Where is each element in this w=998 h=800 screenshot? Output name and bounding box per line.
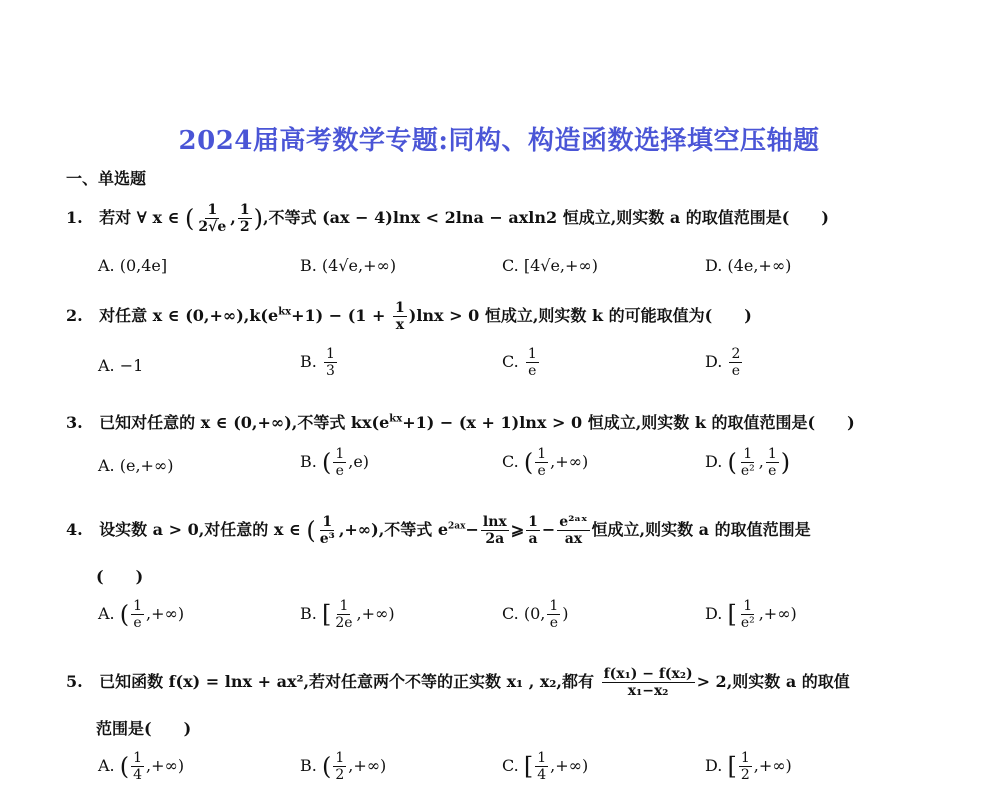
frac-num: 1 [335, 446, 345, 462]
q3-option-c[interactable]: C. ( $\frac{1}{e}$ ,+∞) [502, 446, 589, 479]
frac-num: 1 [339, 598, 349, 614]
frac-den: e [768, 463, 777, 479]
frac-num: 1 [767, 446, 777, 462]
frac-num: 1 [322, 514, 333, 530]
option-frac [333, 446, 346, 479]
question-number: 3. [66, 413, 83, 432]
frac-den: e [335, 463, 344, 479]
question-text [99, 300, 752, 333]
frac-num: 1 [740, 750, 750, 766]
frac-den: e² [740, 615, 755, 631]
option-tail: ,+∞) [348, 756, 387, 775]
q4-text-a: 设实数 a > 0,对任意的 x ∈ [99, 520, 301, 539]
q1-frac1 [196, 202, 228, 235]
frac-den: x₁−x₂ [627, 683, 669, 699]
q4-frac3 [526, 514, 540, 547]
frac-num: 1 [239, 202, 250, 218]
option-head: [ [727, 752, 737, 781]
q1-option-b[interactable]: B. (4√e,+∞) [300, 256, 397, 275]
frac-den: e³ [319, 531, 335, 547]
option-frac [535, 750, 548, 783]
section-heading: 一、单选题 [66, 169, 147, 188]
q4-option-b[interactable] [300, 598, 395, 631]
frac-num: f(x₁) − f(x₂) [603, 666, 693, 682]
frac-num: 1 [133, 750, 143, 766]
q1-text-b: ,不等式 (ax − 4)lnx < 2lna − axln2 恒成立,则实数 a 的取值范围是( ) [262, 208, 829, 227]
frac-num: 1 [395, 300, 405, 316]
q2-option-a[interactable]: A. −1 [98, 356, 144, 375]
q5-frac [602, 666, 695, 699]
frac-num: 1 [527, 346, 537, 362]
frac-den: e [731, 363, 741, 379]
question-1 [66, 202, 829, 235]
option-head: ( [321, 752, 332, 781]
option-frac [739, 598, 757, 631]
option-frac [547, 598, 560, 631]
frac-den: 2e [335, 615, 353, 631]
option-label: C. [502, 756, 519, 775]
question-4 [66, 514, 811, 547]
q3-option-b[interactable]: B. ( $\frac{1}{e}$ ,e) [300, 446, 370, 479]
option-label: C. [502, 452, 519, 471]
option-head: ( [119, 600, 130, 629]
q2-option-d[interactable] [705, 346, 744, 379]
option-tail: ,+∞) [146, 756, 185, 775]
question-text: 若对 ∀ x ∈ ( $\frac{1}{2√e}$ , $\frac{1}{2}$ ),不等式 (ax − 4)lnx < 2lna − axln2 恒成立,则实数 a 的取值范围是( ) [99, 202, 829, 235]
frac-den: 4 [537, 767, 547, 783]
option-tail: ,+∞) [356, 604, 395, 623]
frac-den: e [528, 363, 537, 379]
question-number: 5. [66, 672, 83, 691]
option-label: D. [705, 352, 723, 371]
q1-option-a[interactable]: A. (0,4e] [98, 256, 168, 275]
question-number: 2. [66, 306, 83, 325]
option-frac [739, 446, 757, 479]
q2-sup: kx [278, 306, 292, 318]
q4-sup: 2ax [448, 521, 466, 532]
q1-frac2 [238, 202, 252, 235]
option-label: B. [300, 352, 317, 371]
option-frac [333, 598, 354, 631]
option-label: B. [300, 756, 317, 775]
option-label: B. [300, 452, 317, 471]
q4-frac1 [318, 514, 337, 547]
option-label: A. [98, 756, 115, 775]
question-text [99, 666, 850, 699]
option-frac [333, 750, 346, 783]
q5-option-c[interactable] [502, 750, 588, 783]
option-head: [ [321, 600, 332, 629]
frac-num: 1 [335, 750, 345, 766]
q3-sup: kx [389, 413, 403, 425]
option-label: D. [705, 452, 723, 471]
q4-text-b: ,+∞),不等式 e [338, 520, 449, 539]
q4-frac4 [557, 514, 589, 547]
frac-num: 1 [325, 346, 335, 362]
frac-num: 1 [743, 446, 753, 462]
frac-den: 2 [239, 219, 250, 235]
page-title: 2024届高考数学专题:同构、构造函数选择填空压轴题 [178, 126, 820, 156]
option-label: C. [502, 352, 519, 371]
frac-den: 2a [485, 531, 505, 547]
option-frac [324, 346, 337, 379]
frac-num: 1 [743, 598, 753, 614]
question-text: 设实数 a > 0,对任意的 x ∈ ( $\frac{1}{\text{e³}}$ ,+∞),不等式 $e^{2ax}-$ $\frac{\ln x}{2a}$ ⩾ $\frac{1}{a}$ − $\frac{\text{e²ᵃˣ}}{ax}$ 恒成立,则实数 a 的取值范围是 [99, 514, 811, 547]
q5-text-b: > 2,则实数 a 的取值 [696, 672, 850, 691]
question-2 [66, 300, 752, 333]
q3-text-a: 已知对任意的 x ∈ (0,+∞),不等式 kx(e [99, 413, 390, 432]
q4-text-c: − [465, 520, 479, 539]
frac-num: 1 [537, 750, 547, 766]
option-label: A. [98, 604, 115, 623]
frac-den: e² [740, 463, 755, 479]
option-tail: ,+∞) [146, 604, 185, 623]
option-label: D. [705, 756, 723, 775]
q5-option-b[interactable] [300, 750, 386, 783]
frac-den: ax [564, 531, 583, 547]
frac-den: 2 [740, 767, 750, 783]
option-head: [ [727, 600, 737, 629]
q5-option-a[interactable] [98, 750, 184, 783]
option-label: C. [502, 604, 519, 623]
q2-option-b[interactable] [300, 346, 339, 379]
option-frac-2 [766, 446, 779, 479]
q3-text-b: +1) − (x + 1)lnx > 0 恒成立,则实数 k 的取值范围是( ) [402, 413, 855, 432]
option-head: ( [119, 752, 130, 781]
option-tail: ,+∞) [753, 756, 792, 775]
question-number: 4. [66, 520, 83, 539]
frac-den: e [537, 463, 546, 479]
question-5 [66, 666, 850, 699]
q3-option-a[interactable]: A. (e,+∞) [98, 456, 174, 475]
frac-den: x [395, 317, 405, 333]
frac-num: e²ᵃˣ [559, 514, 588, 530]
frac-den: a [528, 531, 538, 547]
option-head: [ [523, 752, 534, 781]
option-tail: ) [562, 604, 569, 623]
frac-num: 1 [207, 202, 218, 218]
option-frac [739, 750, 752, 783]
option-tail: ,e) [348, 452, 370, 471]
q5-text-a: 已知函数 f(x) = lnx + ax²,若对任意两个不等的正实数 x₁ , x₂,都有 [99, 672, 595, 691]
q1-option-c[interactable]: C. [4√e,+∞) [502, 256, 598, 275]
frac-num: 1 [549, 598, 559, 614]
option-tail: ,+∞) [550, 756, 589, 775]
frac-num: 2 [731, 346, 741, 362]
option-frac [535, 446, 548, 479]
option-tail: ,+∞) [550, 452, 589, 471]
q2-option-c[interactable] [502, 346, 541, 379]
frac-den: 3 [325, 363, 335, 379]
question-3 [66, 410, 855, 433]
frac-den: 2√e [198, 219, 227, 235]
option-tail: ,+∞) [758, 604, 797, 623]
frac-den: 2 [335, 767, 345, 783]
q5-option-d[interactable] [705, 750, 792, 783]
question-text [99, 413, 855, 432]
q5-continuation: 范围是( ) [96, 719, 192, 738]
q2-text-c: )lnx > 0 恒成立,则实数 k 的可能取值为( ) [408, 306, 752, 325]
option-frac [729, 346, 742, 379]
option-label: B. [300, 604, 317, 623]
q4-frac2 [481, 514, 509, 547]
frac-num: 1 [133, 598, 143, 614]
q2-text-b: +1) − (1 + [291, 306, 386, 325]
option-label: D. [705, 604, 723, 623]
frac-num: 1 [528, 514, 538, 530]
frac-den: e [133, 615, 142, 631]
q1-option-d[interactable]: D. (4e,+∞) [705, 256, 792, 275]
q4-continuation: ( ) [96, 567, 144, 586]
q4-text-e: − [541, 520, 556, 539]
q4-option-c[interactable] [502, 598, 569, 631]
option-frac [526, 346, 539, 379]
frac-num: 1 [537, 446, 547, 462]
q2-frac [393, 300, 407, 333]
q4-text-f: 恒成立,则实数 a 的取值范围是 [591, 520, 811, 539]
q2-text-a: 对任意 x ∈ (0,+∞),k(e [99, 306, 279, 325]
option-frac [131, 598, 144, 631]
option-tail: , [758, 452, 764, 471]
q4-text-d: ⩾ [510, 520, 525, 539]
frac-num: lnx [482, 514, 507, 530]
q4-option-d[interactable] [705, 598, 797, 631]
q4-option-a[interactable] [98, 598, 184, 631]
option-frac [131, 750, 144, 783]
question-number: 1. [66, 208, 83, 227]
frac-den: 4 [133, 767, 143, 783]
q3-option-d[interactable]: D. ( $\frac{1}{\text{e²}}$ , $\frac{1}{e}$ ) [705, 446, 791, 479]
frac-den: e [549, 615, 558, 631]
option-head: (0, [523, 604, 546, 623]
q1-text-a: 若对 ∀ x ∈ [99, 208, 180, 227]
